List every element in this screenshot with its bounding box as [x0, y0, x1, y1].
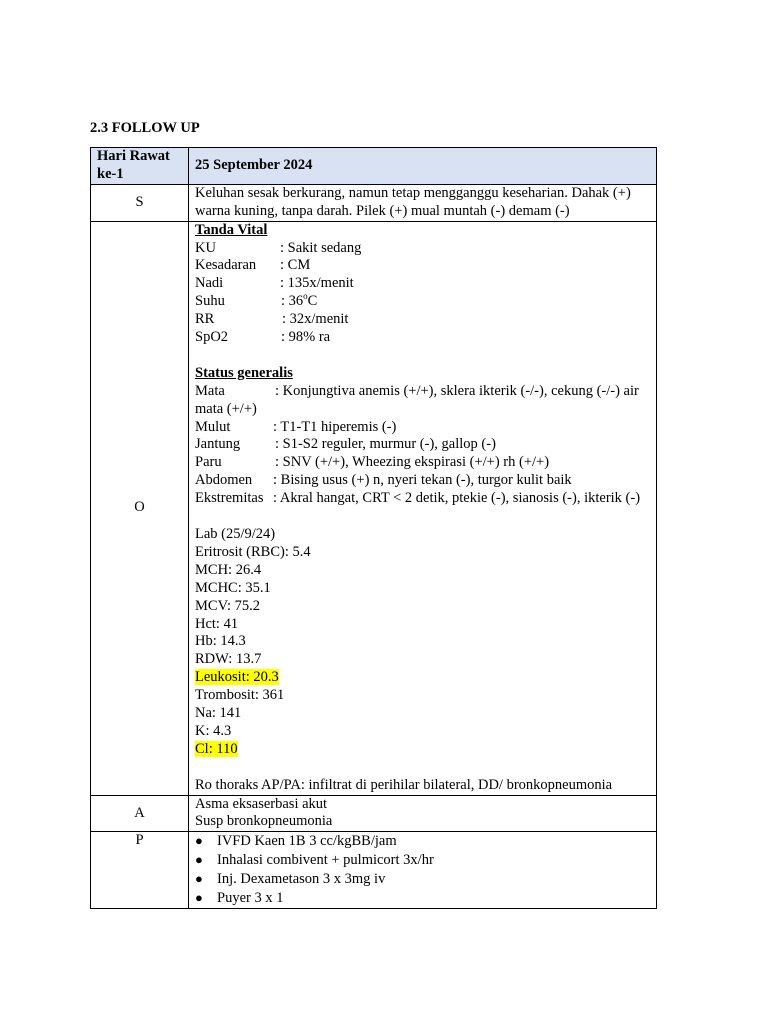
lab-result-row — [195, 669, 650, 687]
plan-item-text: IVFD Kaen 1B 3 cc/kgBB/jam — [217, 833, 397, 850]
status-row — [195, 436, 650, 454]
vital-sign-value: : 98% ra — [281, 329, 331, 346]
status-key: Paru — [195, 454, 222, 471]
label-o: O — [91, 221, 189, 795]
vital-sign-key: SpO2 — [195, 329, 229, 346]
plan-list — [195, 832, 650, 908]
lab-result-row — [195, 598, 650, 616]
status-key: Mulut — [195, 418, 231, 435]
row-subjective — [91, 184, 657, 221]
plan-item — [195, 870, 650, 889]
vital-sign-value: : Sakit sedang — [280, 239, 362, 256]
table-header-row — [91, 148, 657, 185]
lab-result-row — [195, 544, 650, 562]
objective-cell — [189, 221, 657, 795]
lab-result: Na: 141 — [195, 705, 242, 722]
status-row — [195, 419, 650, 437]
lab-result-highlighted: Leukosit: 20.3 — [195, 669, 279, 686]
row-objective — [91, 221, 657, 795]
follow-up-table — [90, 147, 657, 909]
status-generalis-heading: Status generalis — [195, 364, 293, 381]
status-value: : Akral hangat, CRT < 2 detik, ptekie (-), sianosis (-), ikterik (-) — [273, 490, 641, 507]
vital-sign-row — [195, 293, 650, 311]
label-p: P — [91, 832, 189, 909]
lab-result-row — [195, 562, 650, 580]
vital-sign-key: KU — [195, 239, 216, 256]
subjective-text: Keluhan sesak berkurang, namun tetap mengganggu keseharian. Dahak (+) warna kuning, tanpa darah. Pilek (+) mual muntah (-) demam (-) — [195, 184, 631, 219]
vital-sign-row — [195, 240, 650, 258]
header-day-cell: Hari Rawat ke-1 — [91, 148, 189, 185]
vital-sign-key: Suhu — [195, 293, 225, 310]
plan-item — [195, 832, 650, 851]
status-key: Mata — [195, 382, 225, 399]
plan-item-text: Inj. Dexametason 3 x 3mg iv — [217, 871, 386, 888]
vital-sign-value: : 135x/menit — [280, 275, 354, 292]
lab-results-list — [195, 544, 650, 759]
plan-cell — [189, 832, 657, 909]
plan-item-text: Puyer 3 x 1 — [217, 890, 284, 907]
lab-result-row — [195, 741, 650, 759]
plan-item-text: Inhalasi combivent + pulmicort 3x/hr — [217, 852, 434, 869]
label-a: A — [91, 795, 189, 832]
status-value: : Konjungtiva anemis (+/+), sklera ikterik (-/-), cekung (-/-) air mata (+/+) — [195, 382, 639, 417]
subjective-cell — [189, 184, 657, 221]
lab-result-row — [195, 580, 650, 598]
status-row — [195, 490, 650, 508]
row-plan — [91, 832, 657, 909]
xray-result: Ro thoraks AP/PA: infiltrat di perihilar bilateral, DD/ bronkopneumonia — [195, 776, 613, 793]
vital-sign-key: Nadi — [195, 275, 224, 292]
lab-result: Hb: 14.3 — [195, 633, 246, 650]
assessment-line: Susp bronkopneumonia — [195, 813, 333, 830]
assessment-cell — [189, 795, 657, 832]
status-key: Jantung — [195, 436, 241, 453]
status-row — [195, 472, 650, 490]
label-s: S — [91, 184, 189, 221]
vital-sign-row — [195, 311, 650, 329]
lab-result: RDW: 13.7 — [195, 651, 262, 668]
vital-sign-key: RR — [195, 311, 215, 328]
status-value: : T1-T1 hiperemis (-) — [273, 418, 397, 435]
plan-item — [195, 889, 650, 908]
lab-result-row — [195, 705, 650, 723]
lab-result-row — [195, 723, 650, 741]
header-date-cell: 25 September 2024 — [189, 148, 657, 185]
status-key: Ekstremitas — [195, 490, 264, 507]
lab-result-row — [195, 687, 650, 705]
status-row — [195, 383, 650, 419]
lab-result: Hct: 41 — [195, 615, 239, 632]
vital-sign-unit: C — [307, 293, 318, 310]
row-assessment — [91, 795, 657, 832]
bullet-icon: ● — [195, 871, 203, 887]
lab-heading: Lab (25/9/24) — [195, 526, 276, 542]
lab-result: Trombosit: 361 — [195, 687, 285, 704]
status-generalis-list — [195, 383, 650, 508]
vital-signs-heading: Tanda Vital — [195, 221, 268, 238]
status-value: : S1-S2 reguler, murmur (-), gallop (-) — [275, 436, 496, 453]
lab-result: MCV: 75.2 — [195, 597, 260, 614]
lab-result: MCHC: 35.1 — [195, 579, 271, 596]
lab-result-row — [195, 633, 650, 651]
status-value: : SNV (+/+), Wheezing ekspirasi (+/+) rh (+/+) — [275, 454, 550, 471]
vital-signs-list — [195, 240, 650, 347]
lab-result-row — [195, 616, 650, 634]
status-row — [195, 454, 650, 472]
section-title: 2.3 FOLLOW UP — [90, 120, 200, 136]
lab-result: MCH: 26.4 — [195, 561, 262, 578]
vital-sign-row — [195, 257, 650, 275]
lab-result-row — [195, 651, 650, 669]
bullet-icon: ● — [195, 833, 203, 849]
status-key: Abdomen — [195, 472, 253, 489]
vital-sign-key: Kesadaran — [195, 257, 257, 274]
degree-symbol: o — [303, 291, 308, 302]
vital-sign-value: : 32x/menit — [282, 311, 349, 328]
bullet-icon: ● — [195, 890, 203, 906]
lab-result: K: 4.3 — [195, 722, 232, 739]
plan-item — [195, 851, 650, 870]
bullet-icon: ● — [195, 852, 203, 868]
vital-sign-value: : CM — [280, 257, 311, 274]
vital-sign-row — [195, 329, 650, 347]
vital-sign-value: : 36 — [281, 293, 304, 310]
status-value: : Bising usus (+) n, nyeri tekan (-), turgor kulit baik — [273, 472, 572, 489]
assessment-line: Asma eksaserbasi akut — [195, 795, 328, 812]
lab-result: Eritrosit (RBC): 5.4 — [195, 543, 311, 560]
vital-sign-row — [195, 275, 650, 293]
lab-result-highlighted: Cl: 110 — [195, 740, 238, 757]
